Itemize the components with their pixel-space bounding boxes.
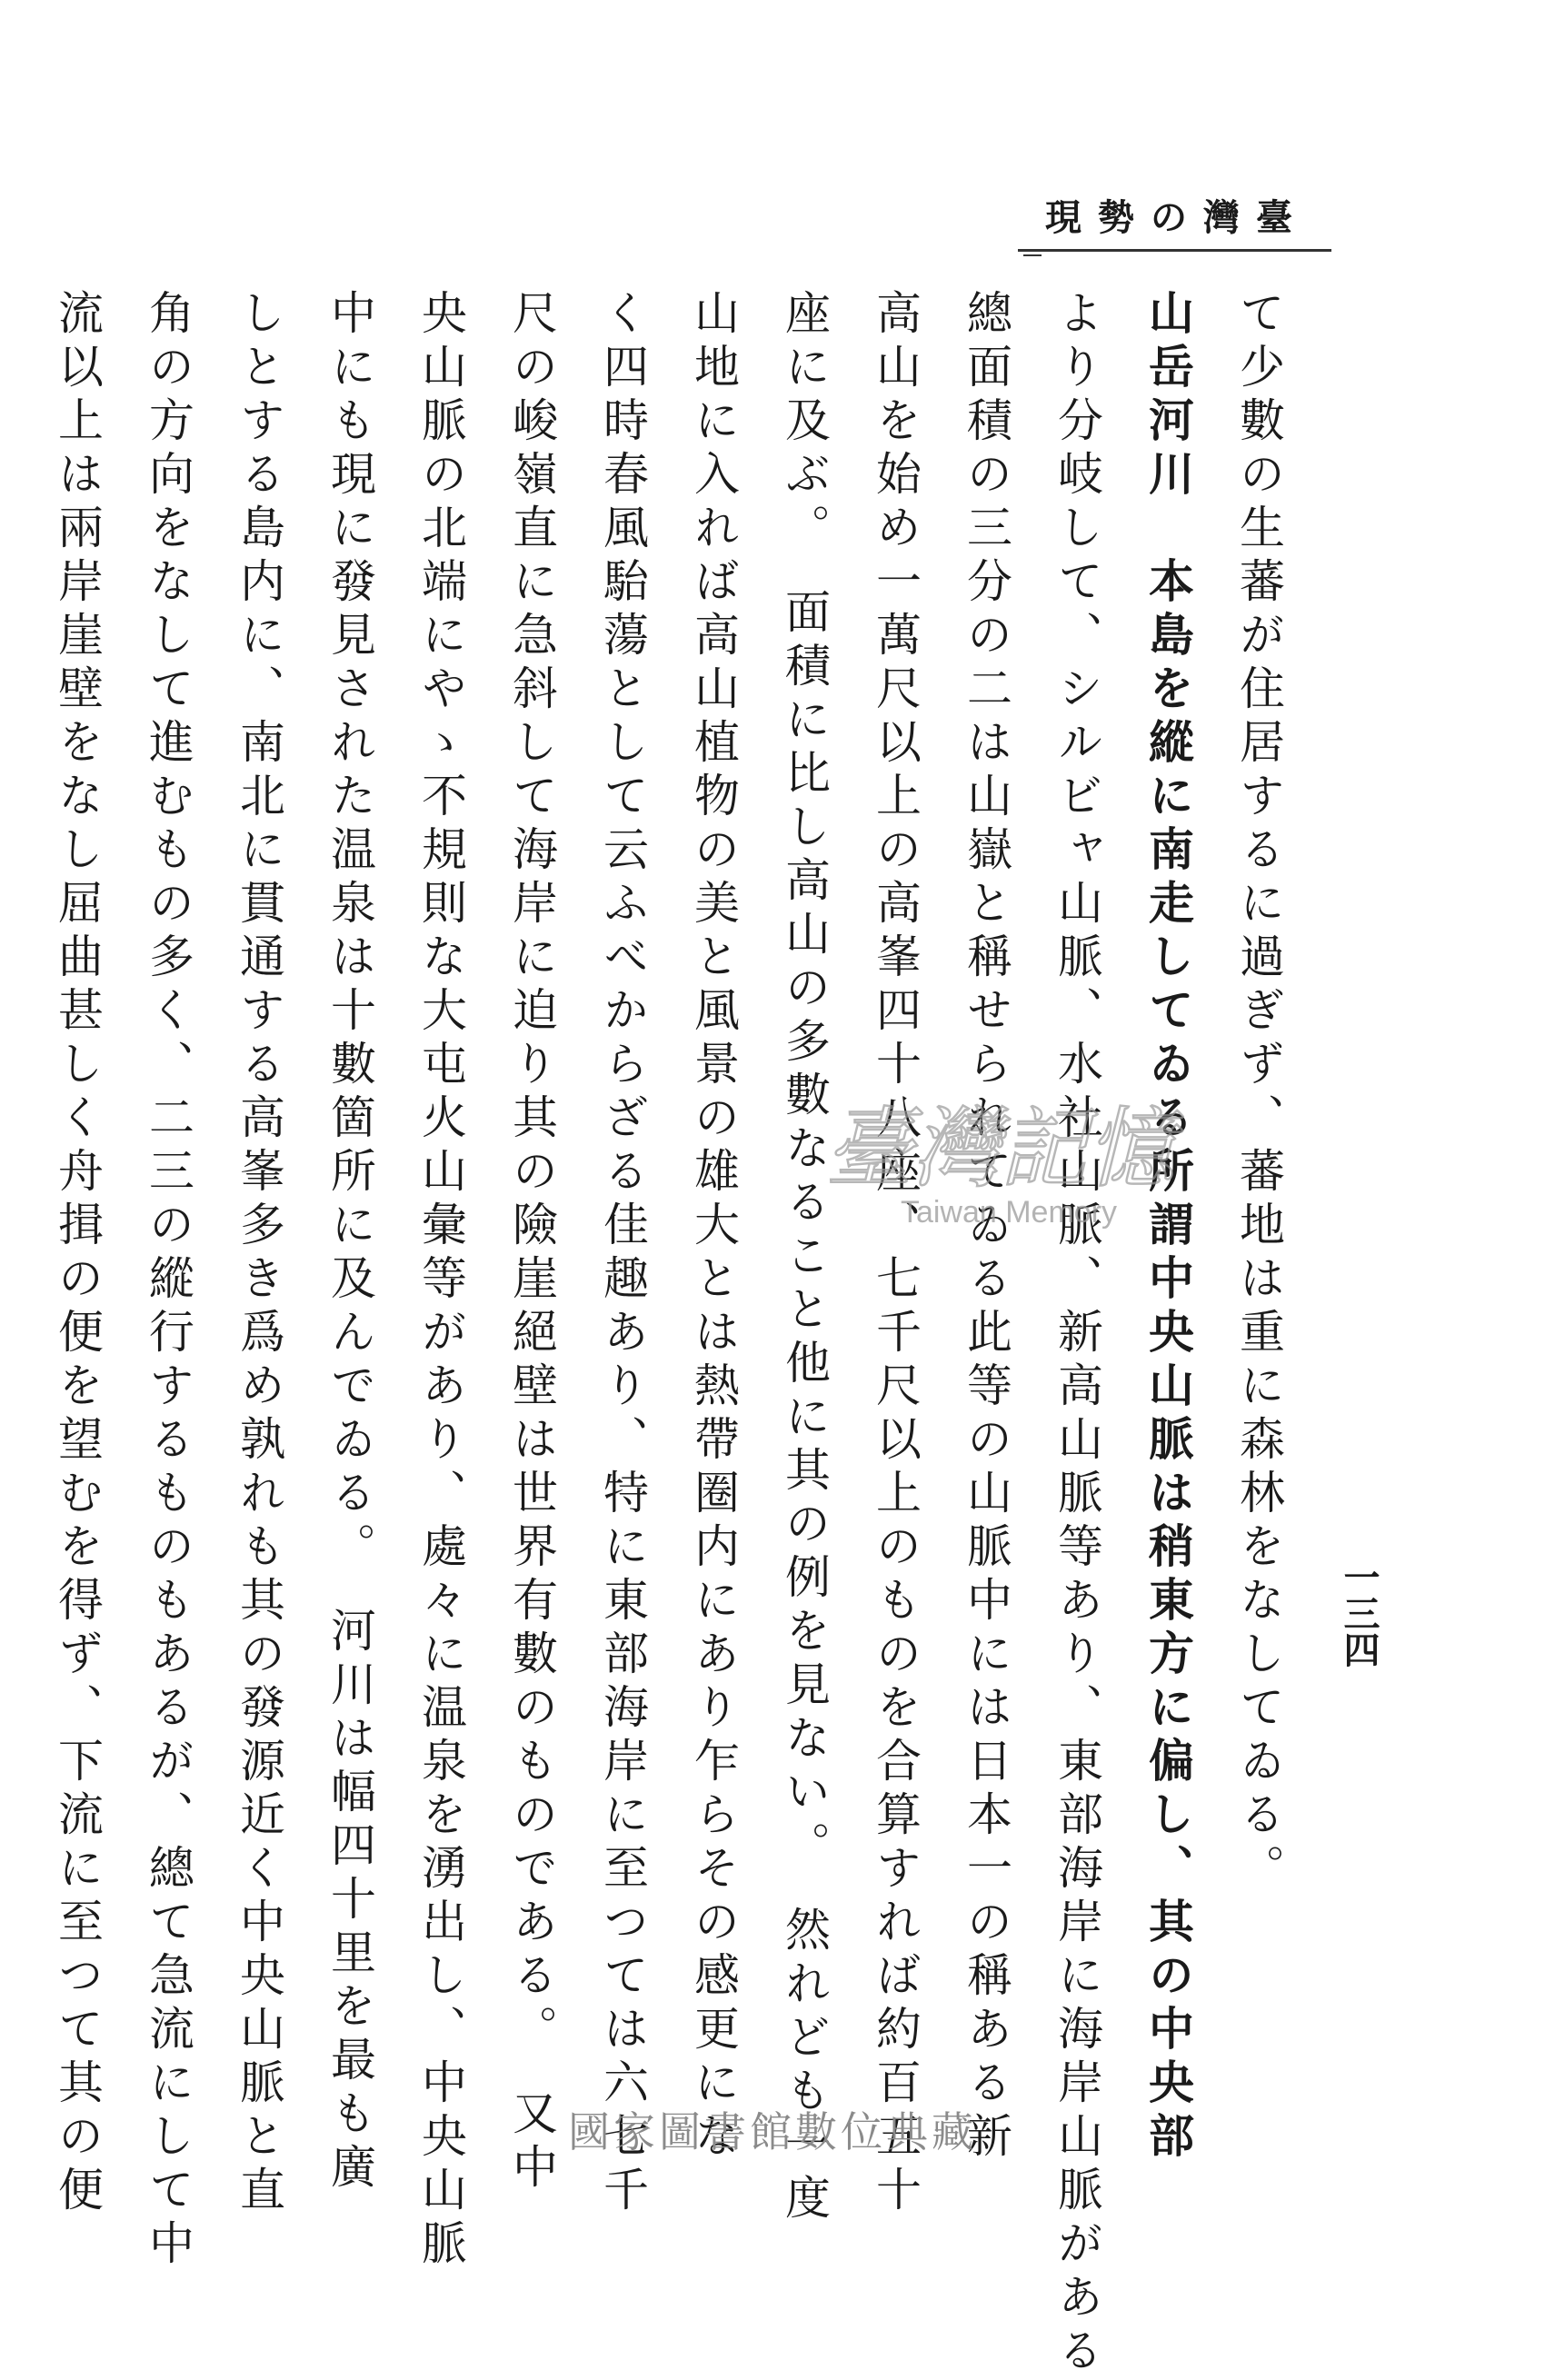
text-line: 總面積の三分の二は山嶽と稱せられてゐる此等の山脈中には日本一の稱ある新 <box>960 289 1012 2166</box>
text-line: 中にも現に發見された温泉は十數箇所に及んでゐる。 河川は幅四十里を最も廣 <box>324 289 376 2196</box>
page-number: 一三四 <box>1338 1558 1381 1668</box>
text-line: 山地に入れば高山植物の美と風景の雄大とは熱帶圈内にあり乍らその感更にな <box>687 289 740 2166</box>
text-line: 山岳河川 本島を縱に南走してゐる所謂中央山脈は稍東方に偏し、其の中央部 <box>1141 289 1195 2166</box>
text-line: より分岐して、シルビャ山脈、水社山脈、新高山脈等あり、東部海岸に海岸山脈がある <box>1051 289 1103 2380</box>
text-line: 角の方向をなして進むもの多く、二三の縱行するものもあるが、總て急流にして中 <box>142 289 194 2273</box>
text-line: く四時春風駘蕩として云ふべからざる佳趣あり、特に東部海岸に至つては六七千 <box>596 289 649 2219</box>
text-line: 高山を始め一萬尺以上の高峯四十八座、七千尺以上のものを合算すれば約百五十 <box>869 289 922 2219</box>
text-line: しとする島内に、南北に貫通する高峯多き爲め孰れも其の發源近く中央山脈と直 <box>233 289 285 2219</box>
header-rule <box>1018 249 1331 252</box>
archive-footer: 國家圖書館數位典藏 <box>568 2107 977 2156</box>
text-line: 座に及ぶ。 面積に比し高山の多數なること他に其の例を見ない。 然れども一度 <box>778 289 831 2227</box>
text-line: て少數の生蕃が住居するに過ぎず、蕃地は重に森林をなしてゐる。 <box>1232 289 1285 1897</box>
watermark-subtext: Taiwan Memory <box>900 1195 1118 1230</box>
running-head-title: 臺灣の勢現 <box>1045 196 1309 239</box>
text-line: 尺の峻嶺直に急斜して海岸に迫り其の險崖絕壁は世界有數のものである。 又中 <box>505 289 558 2196</box>
text-line: 央山脈の北端にやゝ不規則な大屯火山彙等があり、處々に温泉を湧出し、中央山脈 <box>414 289 467 2273</box>
text-line: 流以上は兩岸崖壁をなし屈曲甚しく舟揖の便を望むを得ず、下流に至つて其の便 <box>51 289 104 2219</box>
watermark-text: 臺灣記憶 <box>825 1098 1174 1200</box>
